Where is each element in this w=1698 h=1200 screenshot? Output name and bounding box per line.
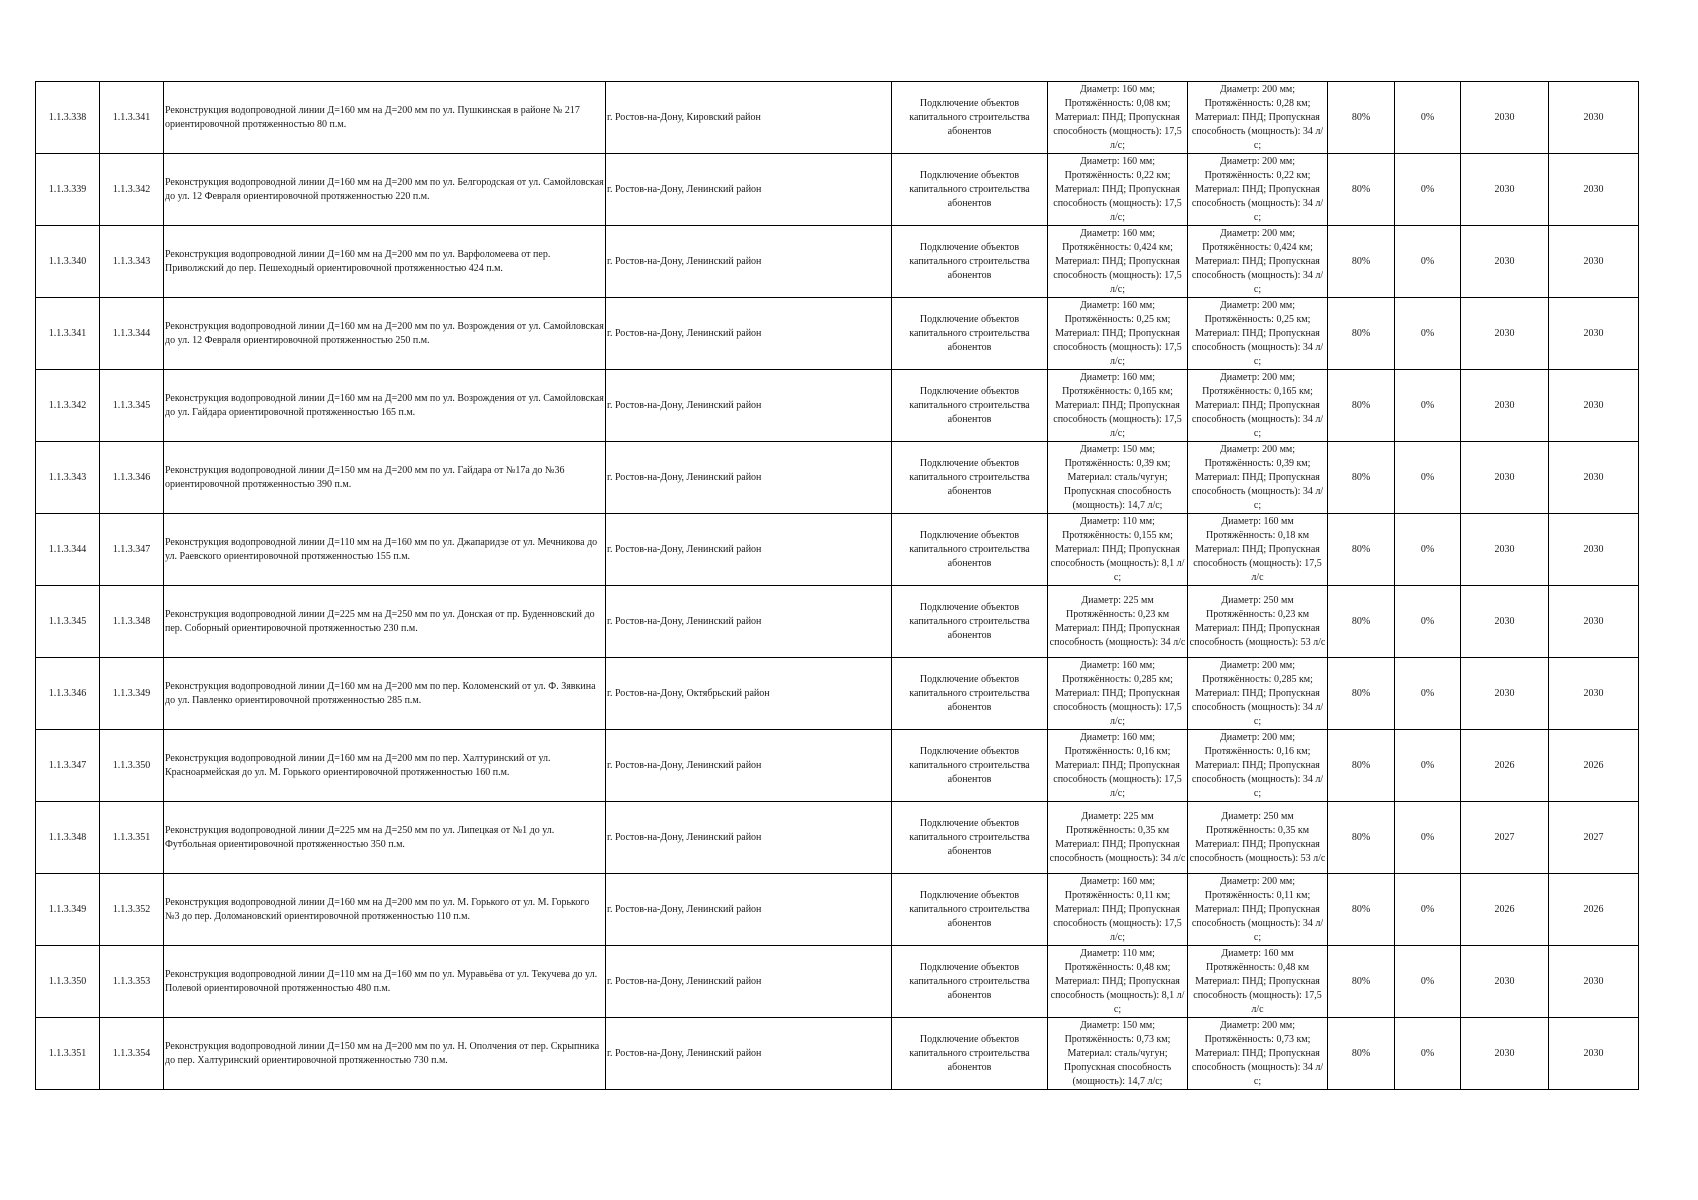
purpose-cell: Подключение объектов капитального строительства абонентов xyxy=(892,82,1048,154)
year-end-cell: 2027 xyxy=(1549,802,1639,874)
location-cell: г. Ростов-на-Дону, Ленинский район xyxy=(606,298,892,370)
params-before-cell: Диаметр: 160 мм; Протяжённость: 0,22 км; Материал: ПНД; Пропускная способность (мощность): 17,5 л/с; xyxy=(1048,154,1188,226)
params-after-cell: Диаметр: 200 мм; Протяжённость: 0,285 км; Материал: ПНД; Пропускная способность (мощность): 34 л/с; xyxy=(1188,658,1328,730)
project-code-cell: 1.1.3.352 xyxy=(100,874,164,946)
params-after-cell: Диаметр: 200 мм; Протяжённость: 0,165 км; Материал: ПНД; Пропускная способность (мощность): 34 л/с; xyxy=(1188,370,1328,442)
year-start-cell: 2030 xyxy=(1461,514,1549,586)
params-before-cell: Диаметр: 150 мм; Протяжённость: 0,39 км; Материал: сталь/чугун; Пропускная способность (мощность): 14,7 л/с; xyxy=(1048,442,1188,514)
params-before-cell: Диаметр: 110 мм; Протяжённость: 0,48 км; Материал: ПНД; Пропускная способность (мощность): 8,1 л/с; xyxy=(1048,946,1188,1018)
params-before-cell: Диаметр: 160 мм; Протяжённость: 0,25 км; Материал: ПНД; Пропускная способность (мощность): 17,5 л/с; xyxy=(1048,298,1188,370)
params-before-cell: Диаметр: 160 мм; Протяжённость: 0,285 км; Материал: ПНД; Пропускная способность (мощность): 17,5 л/с; xyxy=(1048,658,1188,730)
wear-before-cell: 80% xyxy=(1328,874,1395,946)
params-before-cell: Диаметр: 160 мм; Протяжённость: 0,08 км; Материал: ПНД; Пропускная способность (мощность): 17,5 л/с; xyxy=(1048,82,1188,154)
year-start-cell: 2030 xyxy=(1461,442,1549,514)
wear-after-cell: 0% xyxy=(1395,154,1461,226)
project-code-cell: 1.1.3.353 xyxy=(100,946,164,1018)
table-row xyxy=(36,874,1639,946)
wear-after-cell: 0% xyxy=(1395,514,1461,586)
year-end-cell: 2030 xyxy=(1549,586,1639,658)
project-name-cell: Реконструкция водопроводной линии Д=160 мм на Д=200 мм по пер. Халтуринский от ул. Красноармейская до ул. М. Горького ориентировочной протяженностью 160 п.м. xyxy=(164,730,606,802)
location-cell: г. Ростов-на-Дону, Ленинский район xyxy=(606,370,892,442)
project-code-cell: 1.1.3.346 xyxy=(100,442,164,514)
params-after-cell: Диаметр: 200 мм; Протяжённость: 0,16 км; Материал: ПНД; Пропускная способность (мощность): 34 л/с; xyxy=(1188,730,1328,802)
table-row xyxy=(36,514,1639,586)
table-body xyxy=(36,82,1639,1090)
params-after-cell: Диаметр: 200 мм; Протяжённость: 0,73 км; Материал: ПНД; Пропускная способность (мощность): 34 л/с; xyxy=(1188,1018,1328,1090)
params-before-cell: Диаметр: 150 мм; Протяжённость: 0,73 км; Материал: сталь/чугун; Пропускная способность (мощность): 14,7 л/с; xyxy=(1048,1018,1188,1090)
row-number-cell: 1.1.3.344 xyxy=(36,514,100,586)
row-number-cell: 1.1.3.350 xyxy=(36,946,100,1018)
purpose-cell: Подключение объектов капитального строительства абонентов xyxy=(892,442,1048,514)
row-number-cell: 1.1.3.339 xyxy=(36,154,100,226)
purpose-cell: Подключение объектов капитального строительства абонентов xyxy=(892,1018,1048,1090)
location-cell: г. Ростов-на-Дону, Ленинский район xyxy=(606,586,892,658)
year-end-cell: 2030 xyxy=(1549,442,1639,514)
wear-before-cell: 80% xyxy=(1328,226,1395,298)
purpose-cell: Подключение объектов капитального строительства абонентов xyxy=(892,298,1048,370)
location-cell: г. Ростов-на-Дону, Ленинский район xyxy=(606,1018,892,1090)
wear-before-cell: 80% xyxy=(1328,82,1395,154)
project-name-cell: Реконструкция водопроводной линии Д=110 мм на Д=160 мм по ул. Муравьёва от ул. Текучева до ул. Полевой ориентировочной протяженностью 480 п.м. xyxy=(164,946,606,1018)
year-end-cell: 2030 xyxy=(1549,298,1639,370)
params-after-cell: Диаметр: 200 мм; Протяжённость: 0,28 км; Материал: ПНД; Пропускная способность (мощность): 34 л/с; xyxy=(1188,82,1328,154)
year-start-cell: 2030 xyxy=(1461,154,1549,226)
location-cell: г. Ростов-на-Дону, Ленинский район xyxy=(606,946,892,1018)
purpose-cell: Подключение объектов капитального строительства абонентов xyxy=(892,586,1048,658)
year-start-cell: 2027 xyxy=(1461,802,1549,874)
table-row xyxy=(36,226,1639,298)
table-row xyxy=(36,298,1639,370)
project-table xyxy=(35,81,1639,1090)
wear-before-cell: 80% xyxy=(1328,370,1395,442)
year-start-cell: 2030 xyxy=(1461,370,1549,442)
table-row xyxy=(36,370,1639,442)
params-after-cell: Диаметр: 200 мм; Протяжённость: 0,25 км; Материал: ПНД; Пропускная способность (мощность): 34 л/с; xyxy=(1188,298,1328,370)
project-code-cell: 1.1.3.348 xyxy=(100,586,164,658)
wear-after-cell: 0% xyxy=(1395,874,1461,946)
params-before-cell: Диаметр: 225 мм Протяжённость: 0,23 км Материал: ПНД; Пропускная способность (мощность): 34 л/с xyxy=(1048,586,1188,658)
year-end-cell: 2030 xyxy=(1549,154,1639,226)
project-name-cell: Реконструкция водопроводной линии Д=160 мм на Д=200 мм по ул. Варфоломеева от пер. Приволжский до пер. Пешеходный ориентировочной протяженностью 424 п.м. xyxy=(164,226,606,298)
params-before-cell: Диаметр: 225 мм Протяжённость: 0,35 км Материал: ПНД; Пропускная способность (мощность): 34 л/с xyxy=(1048,802,1188,874)
row-number-cell: 1.1.3.345 xyxy=(36,586,100,658)
project-code-cell: 1.1.3.344 xyxy=(100,298,164,370)
year-start-cell: 2026 xyxy=(1461,874,1549,946)
table-row xyxy=(36,586,1639,658)
wear-before-cell: 80% xyxy=(1328,442,1395,514)
params-before-cell: Диаметр: 160 мм; Протяжённость: 0,11 км; Материал: ПНД; Пропускная способность (мощность): 17,5 л/с; xyxy=(1048,874,1188,946)
purpose-cell: Подключение объектов капитального строительства абонентов xyxy=(892,370,1048,442)
wear-after-cell: 0% xyxy=(1395,658,1461,730)
location-cell: г. Ростов-на-Дону, Ленинский район xyxy=(606,514,892,586)
year-end-cell: 2030 xyxy=(1549,226,1639,298)
row-number-cell: 1.1.3.351 xyxy=(36,1018,100,1090)
project-code-cell: 1.1.3.350 xyxy=(100,730,164,802)
purpose-cell: Подключение объектов капитального строительства абонентов xyxy=(892,514,1048,586)
params-after-cell: Диаметр: 200 мм; Протяжённость: 0,11 км; Материал: ПНД; Пропускная способность (мощность): 34 л/с; xyxy=(1188,874,1328,946)
wear-after-cell: 0% xyxy=(1395,370,1461,442)
project-code-cell: 1.1.3.341 xyxy=(100,82,164,154)
project-name-cell: Реконструкция водопроводной линии Д=160 мм на Д=200 мм по пер. Коломенский от ул. Ф. Зявкина до ул. Павленко ориентировочной протяженностью 285 п.м. xyxy=(164,658,606,730)
row-number-cell: 1.1.3.346 xyxy=(36,658,100,730)
table-row xyxy=(36,658,1639,730)
wear-before-cell: 80% xyxy=(1328,154,1395,226)
project-name-cell: Реконструкция водопроводной линии Д=160 мм на Д=200 мм по ул. Пушкинская в районе № 217 ориентировочной протяженностью 80 п.м. xyxy=(164,82,606,154)
wear-before-cell: 80% xyxy=(1328,298,1395,370)
project-code-cell: 1.1.3.349 xyxy=(100,658,164,730)
wear-before-cell: 80% xyxy=(1328,946,1395,1018)
wear-after-cell: 0% xyxy=(1395,298,1461,370)
params-after-cell: Диаметр: 160 мм Протяжённость: 0,48 км Материал: ПНД; Пропускная способность (мощность): 17,5 л/с xyxy=(1188,946,1328,1018)
project-name-cell: Реконструкция водопроводной линии Д=150 мм на Д=200 мм по ул. Гайдара от №17а до №36 ориентировочной протяженностью 390 п.м. xyxy=(164,442,606,514)
params-after-cell: Диаметр: 200 мм; Протяжённость: 0,39 км; Материал: ПНД; Пропускная способность (мощность): 34 л/с; xyxy=(1188,442,1328,514)
wear-before-cell: 80% xyxy=(1328,730,1395,802)
row-number-cell: 1.1.3.348 xyxy=(36,802,100,874)
year-start-cell: 2030 xyxy=(1461,226,1549,298)
project-code-cell: 1.1.3.345 xyxy=(100,370,164,442)
row-number-cell: 1.1.3.342 xyxy=(36,370,100,442)
year-end-cell: 2030 xyxy=(1549,946,1639,1018)
location-cell: г. Ростов-на-Дону, Кировский район xyxy=(606,82,892,154)
year-start-cell: 2030 xyxy=(1461,1018,1549,1090)
purpose-cell: Подключение объектов капитального строительства абонентов xyxy=(892,874,1048,946)
project-code-cell: 1.1.3.351 xyxy=(100,802,164,874)
project-code-cell: 1.1.3.354 xyxy=(100,1018,164,1090)
location-cell: г. Ростов-на-Дону, Ленинский район xyxy=(606,154,892,226)
params-after-cell: Диаметр: 200 мм; Протяжённость: 0,22 км; Материал: ПНД; Пропускная способность (мощность): 34 л/с; xyxy=(1188,154,1328,226)
row-number-cell: 1.1.3.341 xyxy=(36,298,100,370)
location-cell: г. Ростов-на-Дону, Ленинский район xyxy=(606,730,892,802)
params-after-cell: Диаметр: 160 мм Протяжённость: 0,18 км Материал: ПНД; Пропускная способность (мощность): 17,5 л/с xyxy=(1188,514,1328,586)
params-after-cell: Диаметр: 200 мм; Протяжённость: 0,424 км; Материал: ПНД; Пропускная способность (мощность): 34 л/с; xyxy=(1188,226,1328,298)
year-end-cell: 2030 xyxy=(1549,514,1639,586)
project-name-cell: Реконструкция водопроводной линии Д=225 мм на Д=250 мм по ул. Липецкая от №1 до ул. Футбольная ориентировочной протяженностью 350 п.м. xyxy=(164,802,606,874)
year-end-cell: 2030 xyxy=(1549,370,1639,442)
row-number-cell: 1.1.3.338 xyxy=(36,82,100,154)
row-number-cell: 1.1.3.340 xyxy=(36,226,100,298)
table-row xyxy=(36,730,1639,802)
table-row xyxy=(36,1018,1639,1090)
params-before-cell: Диаметр: 160 мм; Протяжённость: 0,424 км; Материал: ПНД; Пропускная способность (мощность): 17,5 л/с; xyxy=(1048,226,1188,298)
year-end-cell: 2026 xyxy=(1549,730,1639,802)
purpose-cell: Подключение объектов капитального строительства абонентов xyxy=(892,730,1048,802)
row-number-cell: 1.1.3.349 xyxy=(36,874,100,946)
wear-after-cell: 0% xyxy=(1395,1018,1461,1090)
purpose-cell: Подключение объектов капитального строительства абонентов xyxy=(892,658,1048,730)
params-before-cell: Диаметр: 110 мм; Протяжённость: 0,155 км; Материал: ПНД; Пропускная способность (мощность): 8,1 л/с; xyxy=(1048,514,1188,586)
purpose-cell: Подключение объектов капитального строительства абонентов xyxy=(892,802,1048,874)
project-code-cell: 1.1.3.343 xyxy=(100,226,164,298)
year-end-cell: 2030 xyxy=(1549,82,1639,154)
params-before-cell: Диаметр: 160 мм; Протяжённость: 0,165 км; Материал: ПНД; Пропускная способность (мощность): 17,5 л/с; xyxy=(1048,370,1188,442)
project-name-cell: Реконструкция водопроводной линии Д=225 мм на Д=250 мм по ул. Донская от пр. Буденновский до пер. Соборный ориентировочной протяженностью 230 п.м. xyxy=(164,586,606,658)
purpose-cell: Подключение объектов капитального строительства абонентов xyxy=(892,154,1048,226)
project-code-cell: 1.1.3.347 xyxy=(100,514,164,586)
year-start-cell: 2030 xyxy=(1461,298,1549,370)
table-row xyxy=(36,802,1639,874)
params-after-cell: Диаметр: 250 мм Протяжённость: 0,35 км Материал: ПНД; Пропускная способность (мощность): 53 л/с xyxy=(1188,802,1328,874)
table-row xyxy=(36,946,1639,1018)
year-end-cell: 2030 xyxy=(1549,1018,1639,1090)
params-after-cell: Диаметр: 250 мм Протяжённость: 0,23 км Материал: ПНД; Пропускная способность (мощность): 53 л/с xyxy=(1188,586,1328,658)
wear-after-cell: 0% xyxy=(1395,730,1461,802)
table-row xyxy=(36,442,1639,514)
wear-before-cell: 80% xyxy=(1328,802,1395,874)
params-before-cell: Диаметр: 160 мм; Протяжённость: 0,16 км; Материал: ПНД; Пропускная способность (мощность): 17,5 л/с; xyxy=(1048,730,1188,802)
wear-before-cell: 80% xyxy=(1328,1018,1395,1090)
wear-after-cell: 0% xyxy=(1395,82,1461,154)
wear-before-cell: 80% xyxy=(1328,658,1395,730)
wear-after-cell: 0% xyxy=(1395,802,1461,874)
wear-after-cell: 0% xyxy=(1395,442,1461,514)
year-end-cell: 2030 xyxy=(1549,658,1639,730)
table-row xyxy=(36,154,1639,226)
wear-after-cell: 0% xyxy=(1395,586,1461,658)
wear-before-cell: 80% xyxy=(1328,514,1395,586)
wear-after-cell: 0% xyxy=(1395,226,1461,298)
location-cell: г. Ростов-на-Дону, Ленинский район xyxy=(606,442,892,514)
year-start-cell: 2030 xyxy=(1461,658,1549,730)
year-end-cell: 2026 xyxy=(1549,874,1639,946)
location-cell: г. Ростов-на-Дону, Ленинский район xyxy=(606,226,892,298)
location-cell: г. Ростов-на-Дону, Октябрьский район xyxy=(606,658,892,730)
project-name-cell: Реконструкция водопроводной линии Д=150 мм на Д=200 мм по ул. Н. Ополчения от пер. Скрыпника до пер. Халтуринский ориентировочной протяженностью 730 п.м. xyxy=(164,1018,606,1090)
year-start-cell: 2026 xyxy=(1461,730,1549,802)
wear-before-cell: 80% xyxy=(1328,586,1395,658)
location-cell: г. Ростов-на-Дону, Ленинский район xyxy=(606,802,892,874)
project-name-cell: Реконструкция водопроводной линии Д=110 мм на Д=160 мм по ул. Джапаридзе от ул. Мечникова до ул. Раевского ориентировочной протяженностью 155 п.м. xyxy=(164,514,606,586)
year-start-cell: 2030 xyxy=(1461,82,1549,154)
project-name-cell: Реконструкция водопроводной линии Д=160 мм на Д=200 мм по ул. М. Горького от ул. М. Горького №3 до пер. Доломановский ориентировочной протяженностью 110 п.м. xyxy=(164,874,606,946)
row-number-cell: 1.1.3.343 xyxy=(36,442,100,514)
year-start-cell: 2030 xyxy=(1461,946,1549,1018)
project-name-cell: Реконструкция водопроводной линии Д=160 мм на Д=200 мм по ул. Белгородская от ул. Самойловская до ул. 12 Февраля ориентировочной протяженностью 220 п.м. xyxy=(164,154,606,226)
table-row xyxy=(36,82,1639,154)
row-number-cell: 1.1.3.347 xyxy=(36,730,100,802)
project-code-cell: 1.1.3.342 xyxy=(100,154,164,226)
project-name-cell: Реконструкция водопроводной линии Д=160 мм на Д=200 мм по ул. Возрождения от ул. Самойловская до ул. Гайдара ориентировочной протяженностью 165 п.м. xyxy=(164,370,606,442)
wear-after-cell: 0% xyxy=(1395,946,1461,1018)
location-cell: г. Ростов-на-Дону, Ленинский район xyxy=(606,874,892,946)
purpose-cell: Подключение объектов капитального строительства абонентов xyxy=(892,946,1048,1018)
year-start-cell: 2030 xyxy=(1461,586,1549,658)
purpose-cell: Подключение объектов капитального строительства абонентов xyxy=(892,226,1048,298)
project-name-cell: Реконструкция водопроводной линии Д=160 мм на Д=200 мм по ул. Возрождения от ул. Самойловская до ул. 12 Февраля ориентировочной протяженностью 250 п.м. xyxy=(164,298,606,370)
